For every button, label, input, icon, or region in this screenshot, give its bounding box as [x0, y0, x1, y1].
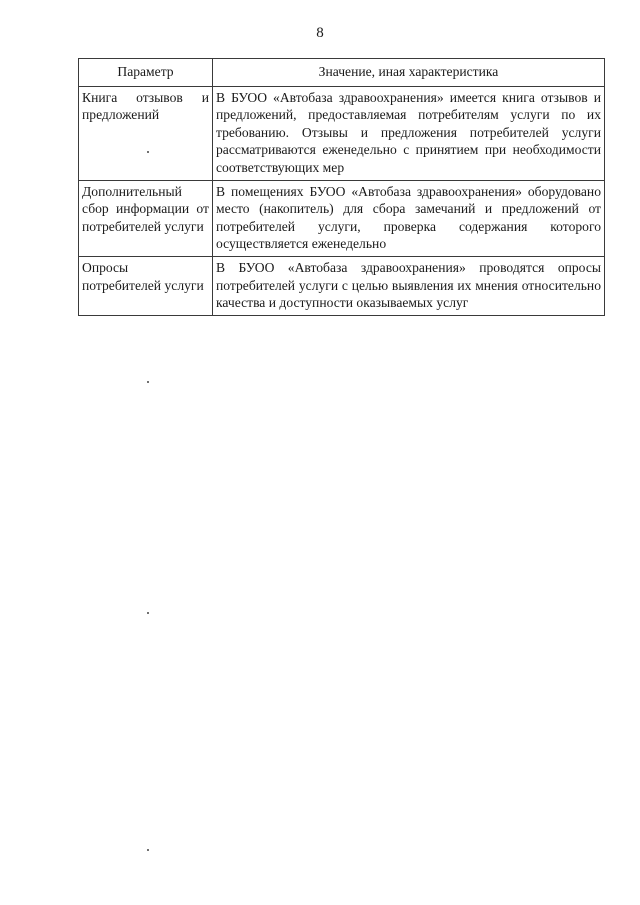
scan-speck [147, 381, 149, 383]
header-value: Значение, иная характеристика [213, 59, 605, 87]
header-parameter: Параметр [79, 59, 213, 87]
table-row [79, 180, 605, 256]
row-parameter: Опросы потребителей услуги [79, 256, 213, 315]
table-header-row [79, 59, 605, 87]
row-value: В помещениях БУОО «Автобаза здравоохранения» оборудовано место (накопитель) для сбора замечаний и предложений от потребителей услуги, проверка содержания которого осуществляется еженедельно [213, 180, 605, 256]
table-row [79, 256, 605, 315]
page-number: 8 [316, 25, 324, 41]
scan-speck [147, 151, 149, 153]
scan-speck [147, 612, 149, 614]
scan-speck [147, 849, 149, 851]
row-parameter: Дополнительный сбор информации от потребителей услуги [79, 180, 213, 256]
row-parameter: Книга отзывов и предложений [79, 86, 213, 180]
row-value: В БУОО «Автобаза здравоохранения» проводятся опросы потребителей услуги с целью выявления их мнения относительно качества и доступности оказываемых услуг [213, 256, 605, 315]
row-value: В БУОО «Автобаза здравоохранения» имеется книга отзывов и предложений, предоставляемая потребителям услуги по их требованию. Отзывы и предложения потребителей услуги рассматриваются еженедельно с принятием при необходимости соответствующих мер [213, 86, 605, 180]
table-row [79, 86, 605, 180]
service-feedback-table [78, 58, 605, 316]
